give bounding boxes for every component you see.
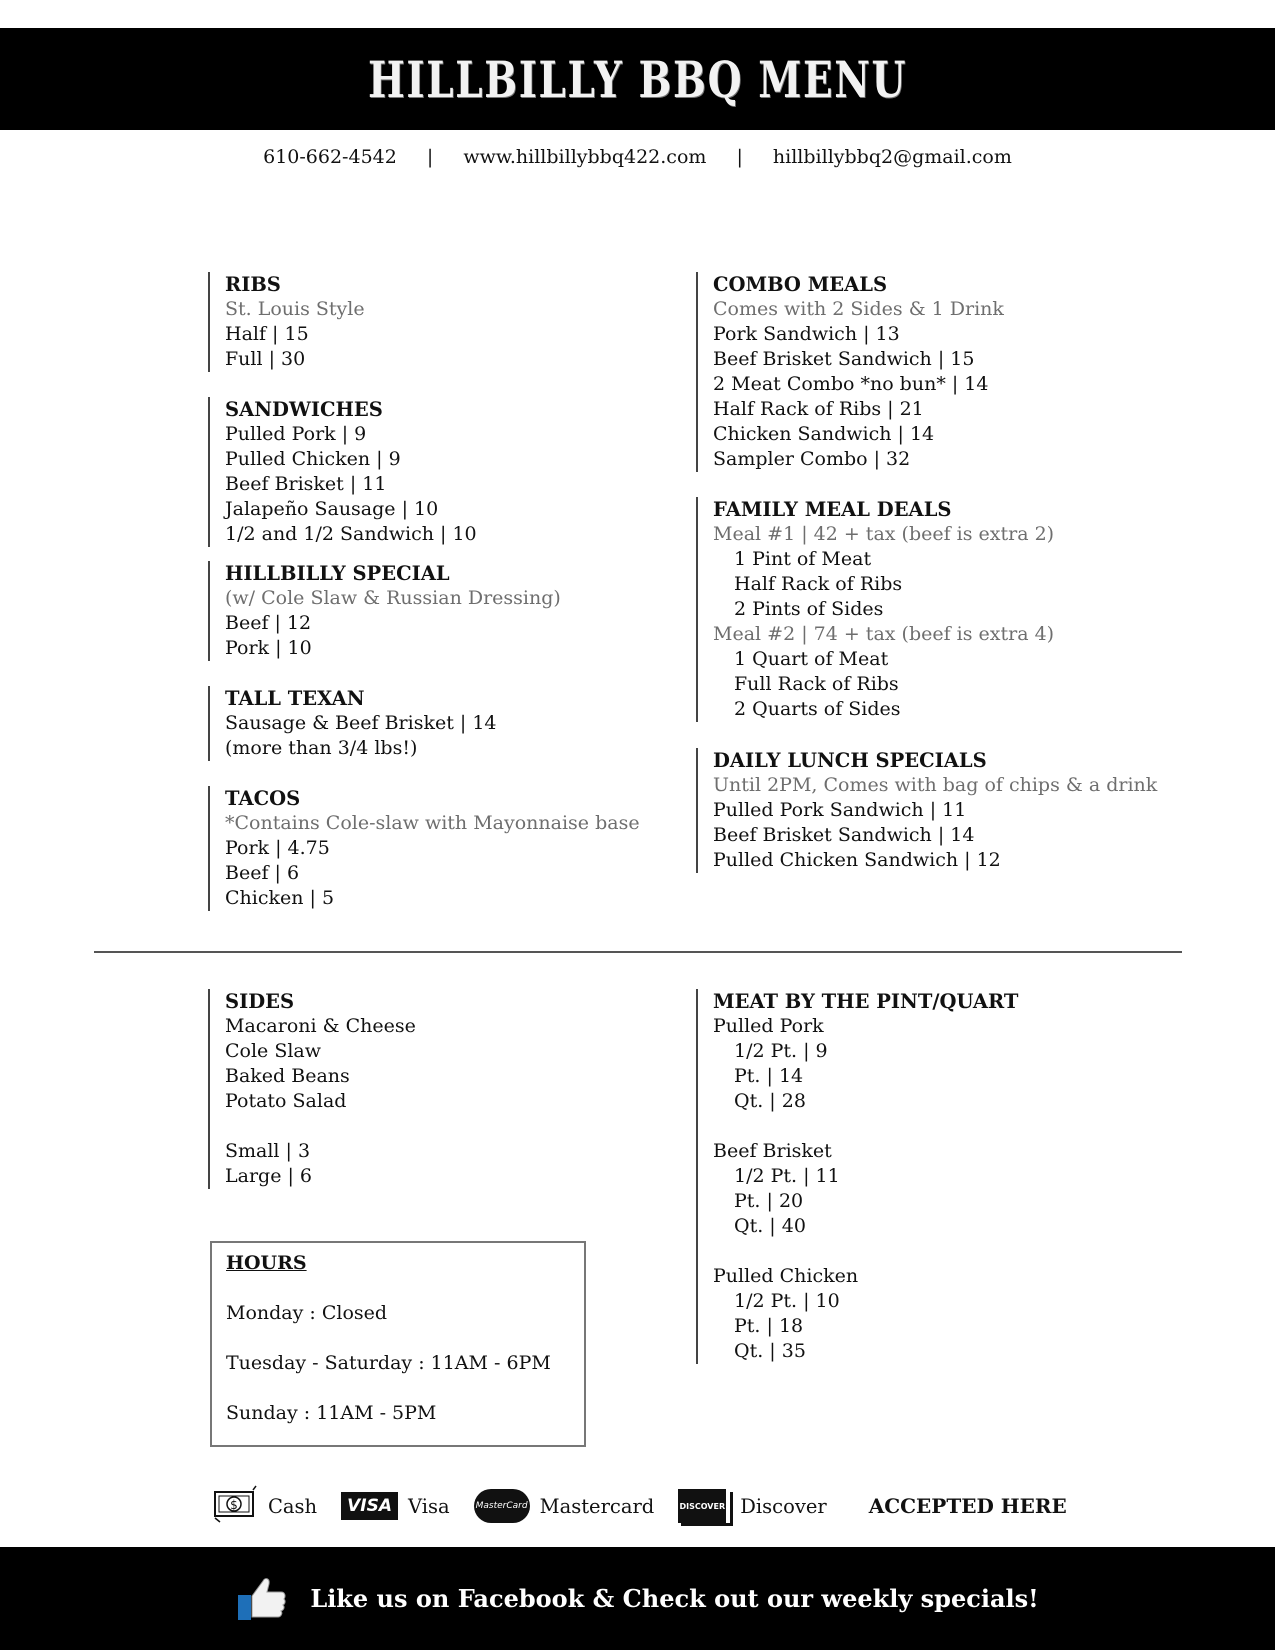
contact-line — [0, 146, 1275, 168]
tall-texan-section — [208, 686, 497, 761]
menu-item: Pork Sandwich | 13 — [713, 323, 900, 345]
spacer — [226, 1276, 584, 1301]
discover-label: Discover — [740, 1494, 827, 1518]
payment-discover — [678, 1489, 826, 1523]
payment-visa — [341, 1492, 450, 1520]
accepted-here-text: ACCEPTED HERE — [868, 1494, 1067, 1518]
spacer — [225, 1114, 416, 1139]
hours-line: Tuesday - Saturday : 11AM - 6PM — [226, 1352, 551, 1374]
section-subtitle: (w/ Cole Slaw & Russian Dressing) — [225, 587, 561, 609]
menu-item: (more than 3/4 lbs!) — [225, 737, 418, 759]
size-price: Large | 6 — [225, 1165, 313, 1187]
svg-text:$: $ — [230, 1497, 238, 1512]
menu-item: 1 Quart of Meat — [734, 648, 889, 670]
header-band — [0, 28, 1275, 130]
size-price: Small | 3 — [225, 1140, 311, 1162]
menu-item: Half | 15 — [225, 323, 309, 345]
hours-box — [210, 1241, 586, 1447]
menu-item: 2 Quarts of Sides — [734, 698, 901, 720]
menu-item: Pt. | 20 — [734, 1190, 804, 1212]
section-subtitle: *Contains Cole-slaw with Mayonnaise base — [225, 812, 640, 834]
meat-by-pint-section — [696, 989, 1018, 1364]
cash-icon — [212, 1484, 258, 1529]
section-title: MEAT BY THE PINT/QUART — [713, 990, 1019, 1013]
menu-item: Beef | 12 — [225, 612, 312, 634]
section-subtitle: Until 2PM, Comes with bag of chips & a drink — [713, 774, 1158, 796]
menu-item: Macaroni & Cheese — [225, 1015, 416, 1037]
thumbs-up-icon[interactable] — [236, 1571, 288, 1627]
meal-1-header: Meal #1 | 42 + tax (beef is extra 2) — [713, 523, 1055, 545]
section-title: TACOS — [225, 787, 301, 810]
menu-item: 1/2 and 1/2 Sandwich | 10 — [225, 523, 477, 545]
menu-item: Pt. | 18 — [734, 1315, 804, 1337]
menu-item: Pulled Pork | 9 — [225, 423, 367, 445]
section-subtitle: Comes with 2 Sides & 1 Drink — [713, 298, 1004, 320]
spacer — [226, 1326, 584, 1351]
menu-item: 2 Meat Combo *no bun* | 14 — [713, 373, 989, 395]
menu-item: Jalapeño Sausage | 10 — [225, 498, 439, 520]
menu-item: Pulled Chicken Sandwich | 12 — [713, 849, 1001, 871]
menu-item: Beef Brisket Sandwich | 15 — [713, 348, 975, 370]
menu-item: Full | 30 — [225, 348, 306, 370]
mastercard-label: Mastercard — [539, 1494, 655, 1518]
spacer — [226, 1376, 584, 1401]
family-meal-deals-section — [696, 497, 1054, 722]
section-divider — [94, 951, 1182, 953]
menu-item: Qt. | 35 — [734, 1340, 806, 1362]
menu-item: 2 Pints of Sides — [734, 598, 884, 620]
menu-item: Sausage & Beef Brisket | 14 — [225, 712, 497, 734]
separator: | — [426, 146, 434, 168]
menu-item: Chicken | 5 — [225, 887, 335, 909]
section-title: SANDWICHES — [225, 398, 383, 421]
combo-meals-section — [696, 272, 1004, 472]
section-title: RIBS — [225, 273, 281, 296]
ribs-section — [208, 272, 365, 372]
menu-item: Baked Beans — [225, 1065, 350, 1087]
hours-line: Sunday : 11AM - 5PM — [226, 1402, 437, 1424]
menu-item: Full Rack of Ribs — [734, 673, 899, 695]
hillbilly-special-section — [208, 561, 561, 661]
menu-item: Half Rack of Ribs — [734, 573, 903, 595]
section-title: FAMILY MEAL DEALS — [713, 498, 952, 521]
meat-group-name: Beef Brisket — [713, 1140, 832, 1162]
footer-text[interactable]: Like us on Facebook & Check out our weekly specials! — [310, 1584, 1039, 1613]
hours-title: HOURS — [226, 1252, 307, 1274]
email-link[interactable]: hillbillybbq2@gmail.com — [772, 146, 1012, 168]
spacer — [713, 1239, 1018, 1264]
hours-line: Monday : Closed — [226, 1302, 388, 1324]
visa-label: Visa — [408, 1494, 450, 1518]
menu-item: Pork | 4.75 — [225, 837, 330, 859]
sides-section — [208, 989, 416, 1189]
tacos-section — [208, 786, 640, 911]
section-title: TALL TEXAN — [225, 687, 365, 710]
section-subtitle: St. Louis Style — [225, 298, 365, 320]
menu-item: Pulled Pork Sandwich | 11 — [713, 799, 967, 821]
meat-group-name: Pulled Pork — [713, 1015, 824, 1037]
spacer — [713, 1114, 1018, 1139]
menu-item: 1/2 Pt. | 10 — [734, 1290, 840, 1312]
menu-item: Half Rack of Ribs | 21 — [713, 398, 924, 420]
footer-band — [0, 1547, 1275, 1650]
daily-lunch-specials-section — [696, 748, 1157, 873]
menu-item: Qt. | 40 — [734, 1215, 806, 1237]
website-link[interactable]: www.hillbillybbq422.com — [463, 146, 707, 168]
mastercard-icon: MasterCard — [474, 1489, 530, 1523]
menu-item: Pork | 10 — [225, 637, 312, 659]
menu-item: Pulled Chicken | 9 — [225, 448, 401, 470]
section-title: HILLBILLY SPECIAL — [225, 562, 450, 585]
sandwiches-section — [208, 397, 477, 547]
payment-cash — [212, 1484, 317, 1529]
menu-item: Sampler Combo | 32 — [713, 448, 911, 470]
menu-item: 1/2 Pt. | 11 — [734, 1165, 840, 1187]
section-title: COMBO MEALS — [713, 273, 888, 296]
menu-item: 1/2 Pt. | 9 — [734, 1040, 828, 1062]
payment-methods — [212, 1486, 1067, 1526]
phone-number[interactable]: 610-662-4542 — [263, 146, 397, 168]
menu-item: Beef Brisket Sandwich | 14 — [713, 824, 975, 846]
menu-item: 1 Pint of Meat — [734, 548, 872, 570]
menu-item: Potato Salad — [225, 1090, 347, 1112]
menu-item: Beef Brisket | 11 — [225, 473, 387, 495]
cash-label: Cash — [268, 1494, 318, 1518]
menu-item: Chicken Sandwich | 14 — [713, 423, 935, 445]
meal-2-header: Meal #2 | 74 + tax (beef is extra 4) — [713, 623, 1055, 645]
meat-group-name: Pulled Chicken — [713, 1265, 859, 1287]
payment-mastercard — [474, 1489, 655, 1523]
separator: | — [736, 146, 743, 168]
menu-item: Beef | 6 — [225, 862, 300, 884]
menu-item: Qt. | 28 — [734, 1090, 806, 1112]
visa-icon: VISA — [341, 1492, 398, 1520]
section-title: SIDES — [225, 990, 295, 1013]
menu-item: Pt. | 14 — [734, 1065, 804, 1087]
menu-item: Cole Slaw — [225, 1040, 322, 1062]
menu-title: HILLBILLY BBQ MENU — [367, 49, 908, 109]
discover-icon: DISCOVER — [678, 1489, 730, 1523]
section-title: DAILY LUNCH SPECIALS — [713, 749, 987, 772]
